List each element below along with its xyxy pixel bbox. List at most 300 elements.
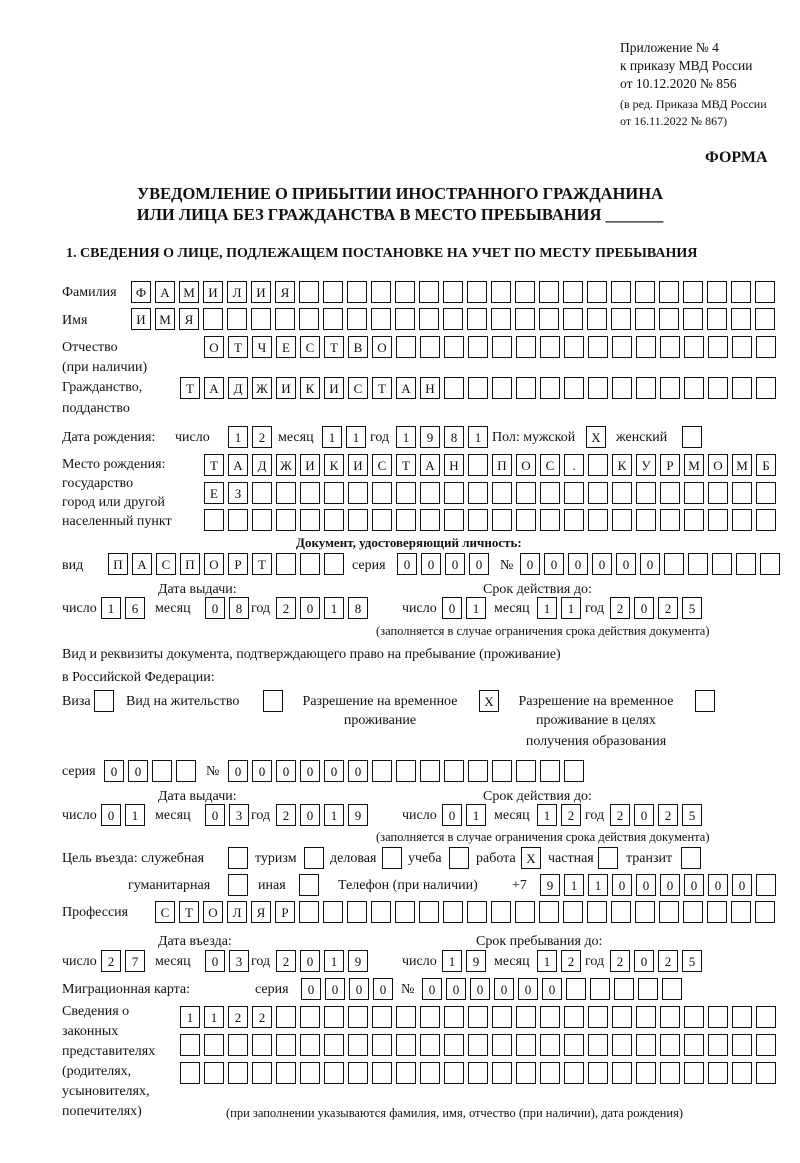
char-box[interactable]: 0 <box>421 553 441 575</box>
char-box[interactable] <box>540 1034 560 1056</box>
stay-valid-month-field[interactable] <box>537 804 581 826</box>
char-box[interactable]: 0 <box>634 804 654 826</box>
purpose-study-checkbox[interactable] <box>449 847 469 869</box>
char-box[interactable] <box>755 281 775 303</box>
char-box[interactable] <box>324 509 344 531</box>
char-box[interactable]: 2 <box>228 1006 248 1028</box>
char-box[interactable] <box>228 509 248 531</box>
char-box[interactable]: 1 <box>537 804 557 826</box>
char-box[interactable]: А <box>420 454 440 476</box>
female-checkbox[interactable] <box>682 426 702 448</box>
char-box[interactable]: 1 <box>101 597 121 619</box>
char-box[interactable] <box>564 336 584 358</box>
char-box[interactable]: С <box>372 454 392 476</box>
char-box[interactable]: Е <box>276 336 296 358</box>
char-box[interactable]: 0 <box>568 553 588 575</box>
char-box[interactable] <box>588 509 608 531</box>
char-box[interactable]: 1 <box>466 804 486 826</box>
char-box[interactable] <box>382 847 402 869</box>
char-box[interactable] <box>660 509 680 531</box>
edu-residence-checkbox[interactable] <box>695 690 715 712</box>
char-box[interactable] <box>444 1062 464 1084</box>
char-box[interactable] <box>660 482 680 504</box>
char-box[interactable] <box>636 1034 656 1056</box>
char-box[interactable]: 2 <box>610 804 630 826</box>
char-box[interactable] <box>492 1034 512 1056</box>
char-box[interactable] <box>468 509 488 531</box>
char-box[interactable]: О <box>204 336 224 358</box>
char-box[interactable]: 0 <box>101 804 121 826</box>
char-box[interactable] <box>444 336 464 358</box>
char-box[interactable] <box>635 901 655 923</box>
char-box[interactable] <box>587 308 607 330</box>
char-box[interactable] <box>300 1034 320 1056</box>
char-box[interactable]: 2 <box>610 950 630 972</box>
phone-field[interactable] <box>540 874 776 896</box>
id-issue-day-field[interactable] <box>101 597 145 619</box>
char-box[interactable]: 1 <box>588 874 608 896</box>
char-box[interactable] <box>371 901 391 923</box>
char-box[interactable]: 2 <box>101 950 121 972</box>
char-box[interactable]: 1 <box>324 804 344 826</box>
char-box[interactable]: 2 <box>252 426 272 448</box>
char-box[interactable] <box>372 1034 392 1056</box>
char-box[interactable] <box>660 1034 680 1056</box>
char-box[interactable] <box>396 1062 416 1084</box>
char-box[interactable] <box>419 281 439 303</box>
char-box[interactable]: 0 <box>128 760 148 782</box>
char-box[interactable]: 0 <box>442 804 462 826</box>
entry-year-field[interactable] <box>276 950 368 972</box>
id-valid-day-field[interactable] <box>442 597 486 619</box>
char-box[interactable]: 2 <box>276 950 296 972</box>
char-box[interactable]: 2 <box>658 804 678 826</box>
stay-day-field[interactable] <box>442 950 486 972</box>
char-box[interactable] <box>180 1034 200 1056</box>
char-box[interactable]: 0 <box>228 760 248 782</box>
char-box[interactable] <box>372 509 392 531</box>
char-box[interactable] <box>708 377 728 399</box>
char-box[interactable] <box>491 308 511 330</box>
char-box[interactable] <box>492 1006 512 1028</box>
char-box[interactable] <box>684 509 704 531</box>
char-box[interactable] <box>681 847 701 869</box>
char-box[interactable]: 0 <box>612 874 632 896</box>
char-box[interactable]: X <box>521 847 541 869</box>
char-box[interactable] <box>707 901 727 923</box>
char-box[interactable] <box>540 377 560 399</box>
char-box[interactable] <box>612 1062 632 1084</box>
char-box[interactable] <box>564 1034 584 1056</box>
char-box[interactable] <box>371 281 391 303</box>
char-box[interactable] <box>707 281 727 303</box>
char-box[interactable] <box>516 336 536 358</box>
char-box[interactable]: 2 <box>658 597 678 619</box>
char-box[interactable]: 1 <box>322 426 342 448</box>
char-box[interactable] <box>299 874 319 896</box>
char-box[interactable]: Т <box>204 454 224 476</box>
char-box[interactable] <box>252 1062 272 1084</box>
stay-valid-day-field[interactable] <box>442 804 486 826</box>
char-box[interactable] <box>636 509 656 531</box>
char-box[interactable] <box>688 553 708 575</box>
char-box[interactable]: Л <box>227 901 247 923</box>
char-box[interactable] <box>203 308 223 330</box>
stay-year-field[interactable] <box>610 950 702 972</box>
char-box[interactable]: А <box>396 377 416 399</box>
char-box[interactable] <box>304 847 324 869</box>
char-box[interactable]: С <box>155 901 175 923</box>
id-series-field[interactable] <box>397 553 489 575</box>
char-box[interactable]: И <box>300 454 320 476</box>
char-box[interactable] <box>396 482 416 504</box>
char-box[interactable] <box>683 281 703 303</box>
temp-residence-checkbox[interactable] <box>479 690 499 712</box>
char-box[interactable]: А <box>204 377 224 399</box>
char-box[interactable] <box>491 281 511 303</box>
char-box[interactable] <box>736 553 756 575</box>
char-box[interactable] <box>590 978 610 1000</box>
char-box[interactable] <box>598 847 618 869</box>
char-box[interactable] <box>540 760 560 782</box>
char-box[interactable] <box>732 509 752 531</box>
char-box[interactable] <box>443 281 463 303</box>
char-box[interactable] <box>396 336 416 358</box>
char-box[interactable]: Д <box>252 454 272 476</box>
char-box[interactable] <box>564 1006 584 1028</box>
char-box[interactable] <box>396 1034 416 1056</box>
char-box[interactable]: 0 <box>732 874 752 896</box>
char-box[interactable]: 0 <box>348 760 368 782</box>
char-box[interactable]: У <box>636 454 656 476</box>
migration-number-field[interactable] <box>422 978 682 1000</box>
char-box[interactable] <box>444 509 464 531</box>
char-box[interactable]: 8 <box>348 597 368 619</box>
char-box[interactable] <box>708 1062 728 1084</box>
char-box[interactable]: Л <box>227 281 247 303</box>
char-box[interactable] <box>732 1062 752 1084</box>
char-box[interactable] <box>659 308 679 330</box>
char-box[interactable]: Ф <box>131 281 151 303</box>
char-box[interactable]: Т <box>252 553 272 575</box>
char-box[interactable]: 0 <box>520 553 540 575</box>
char-box[interactable]: 2 <box>561 804 581 826</box>
char-box[interactable] <box>635 281 655 303</box>
char-box[interactable] <box>371 308 391 330</box>
char-box[interactable] <box>731 308 751 330</box>
char-box[interactable]: Т <box>396 454 416 476</box>
char-box[interactable]: 9 <box>420 426 440 448</box>
char-box[interactable] <box>515 901 535 923</box>
char-box[interactable] <box>323 308 343 330</box>
char-box[interactable] <box>684 1062 704 1084</box>
char-box[interactable] <box>611 901 631 923</box>
char-box[interactable] <box>660 336 680 358</box>
stay-issue-month-field[interactable] <box>205 804 249 826</box>
char-box[interactable] <box>176 760 196 782</box>
purpose-other-checkbox[interactable] <box>299 874 319 896</box>
char-box[interactable] <box>684 1006 704 1028</box>
char-box[interactable] <box>636 1006 656 1028</box>
char-box[interactable]: 1 <box>561 597 581 619</box>
char-box[interactable] <box>539 308 559 330</box>
char-box[interactable]: 0 <box>300 760 320 782</box>
char-box[interactable] <box>636 1062 656 1084</box>
char-box[interactable] <box>612 1006 632 1028</box>
char-box[interactable] <box>540 482 560 504</box>
char-box[interactable] <box>443 901 463 923</box>
char-box[interactable] <box>227 308 247 330</box>
char-box[interactable] <box>587 901 607 923</box>
char-box[interactable] <box>756 509 776 531</box>
char-box[interactable] <box>516 509 536 531</box>
id-kind-field[interactable] <box>108 553 344 575</box>
char-box[interactable] <box>276 1062 296 1084</box>
char-box[interactable]: Я <box>179 308 199 330</box>
char-box[interactable] <box>563 281 583 303</box>
char-box[interactable]: 2 <box>276 597 296 619</box>
char-box[interactable] <box>540 1062 560 1084</box>
char-box[interactable]: П <box>108 553 128 575</box>
stay-number-field[interactable] <box>228 760 584 782</box>
char-box[interactable] <box>612 482 632 504</box>
char-box[interactable]: Т <box>179 901 199 923</box>
char-box[interactable] <box>468 482 488 504</box>
char-box[interactable] <box>540 509 560 531</box>
birth-month-field[interactable] <box>322 426 366 448</box>
char-box[interactable]: И <box>348 454 368 476</box>
char-box[interactable] <box>587 281 607 303</box>
char-box[interactable]: 1 <box>537 597 557 619</box>
char-box[interactable] <box>348 1034 368 1056</box>
char-box[interactable]: Т <box>180 377 200 399</box>
entry-month-field[interactable] <box>205 950 249 972</box>
char-box[interactable] <box>588 377 608 399</box>
char-box[interactable]: 1 <box>346 426 366 448</box>
char-box[interactable] <box>228 847 248 869</box>
char-box[interactable] <box>299 281 319 303</box>
char-box[interactable]: О <box>204 553 224 575</box>
char-box[interactable]: И <box>131 308 151 330</box>
char-box[interactable]: 8 <box>444 426 464 448</box>
birthplace-row1[interactable] <box>204 454 776 476</box>
char-box[interactable] <box>732 482 752 504</box>
char-box[interactable]: П <box>180 553 200 575</box>
id-issue-year-field[interactable] <box>276 597 368 619</box>
id-number-field[interactable] <box>520 553 780 575</box>
char-box[interactable] <box>638 978 658 1000</box>
char-box[interactable]: К <box>612 454 632 476</box>
char-box[interactable] <box>204 1062 224 1084</box>
char-box[interactable] <box>516 482 536 504</box>
char-box[interactable]: 0 <box>205 950 225 972</box>
char-box[interactable]: 1 <box>468 426 488 448</box>
char-box[interactable] <box>252 482 272 504</box>
char-box[interactable] <box>396 1006 416 1028</box>
char-box[interactable]: 0 <box>104 760 124 782</box>
char-box[interactable] <box>760 553 780 575</box>
id-valid-year-field[interactable] <box>610 597 702 619</box>
char-box[interactable]: 0 <box>397 553 417 575</box>
char-box[interactable] <box>588 336 608 358</box>
char-box[interactable] <box>540 1006 560 1028</box>
char-box[interactable] <box>252 509 272 531</box>
residence-checkbox[interactable] <box>263 690 283 712</box>
char-box[interactable] <box>564 377 584 399</box>
char-box[interactable]: 0 <box>324 760 344 782</box>
char-box[interactable] <box>276 482 296 504</box>
char-box[interactable]: . <box>564 454 584 476</box>
purpose-work-checkbox[interactable] <box>521 847 541 869</box>
char-box[interactable] <box>372 482 392 504</box>
char-box[interactable]: И <box>251 281 271 303</box>
char-box[interactable] <box>94 690 114 712</box>
char-box[interactable] <box>324 1034 344 1056</box>
char-box[interactable] <box>252 1034 272 1056</box>
char-box[interactable]: 5 <box>682 597 702 619</box>
char-box[interactable]: X <box>586 426 606 448</box>
migration-series-field[interactable] <box>301 978 393 1000</box>
char-box[interactable] <box>660 1062 680 1084</box>
char-box[interactable]: Д <box>228 377 248 399</box>
char-box[interactable] <box>395 308 415 330</box>
char-box[interactable] <box>468 1062 488 1084</box>
char-box[interactable]: 9 <box>348 950 368 972</box>
char-box[interactable] <box>636 377 656 399</box>
char-box[interactable]: Т <box>228 336 248 358</box>
char-box[interactable] <box>564 509 584 531</box>
char-box[interactable]: 1 <box>204 1006 224 1028</box>
char-box[interactable] <box>347 308 367 330</box>
char-box[interactable]: 1 <box>180 1006 200 1028</box>
char-box[interactable]: 0 <box>373 978 393 1000</box>
char-box[interactable]: 0 <box>445 553 465 575</box>
char-box[interactable] <box>152 760 172 782</box>
char-box[interactable]: 0 <box>518 978 538 1000</box>
char-box[interactable] <box>755 308 775 330</box>
char-box[interactable]: М <box>732 454 752 476</box>
char-box[interactable]: П <box>492 454 512 476</box>
char-box[interactable] <box>636 336 656 358</box>
char-box[interactable]: 0 <box>494 978 514 1000</box>
char-box[interactable] <box>444 1006 464 1028</box>
char-box[interactable] <box>612 509 632 531</box>
char-box[interactable] <box>611 281 631 303</box>
char-box[interactable] <box>468 377 488 399</box>
char-box[interactable] <box>395 901 415 923</box>
char-box[interactable] <box>228 1034 248 1056</box>
entry-day-field[interactable] <box>101 950 145 972</box>
char-box[interactable]: Н <box>444 454 464 476</box>
char-box[interactable] <box>396 509 416 531</box>
char-box[interactable]: 2 <box>658 950 678 972</box>
char-box[interactable] <box>708 482 728 504</box>
char-box[interactable]: Т <box>324 336 344 358</box>
char-box[interactable]: 3 <box>229 804 249 826</box>
char-box[interactable] <box>636 482 656 504</box>
char-box[interactable] <box>695 690 715 712</box>
char-box[interactable] <box>420 1006 440 1028</box>
char-box[interactable]: О <box>708 454 728 476</box>
char-box[interactable]: 0 <box>616 553 636 575</box>
char-box[interactable] <box>276 553 296 575</box>
char-box[interactable] <box>467 281 487 303</box>
stay-valid-year-field[interactable] <box>610 804 702 826</box>
char-box[interactable] <box>300 1006 320 1028</box>
char-box[interactable] <box>263 690 283 712</box>
char-box[interactable]: С <box>540 454 560 476</box>
char-box[interactable] <box>444 760 464 782</box>
char-box[interactable] <box>563 901 583 923</box>
char-box[interactable] <box>204 509 224 531</box>
stay-month-field[interactable] <box>537 950 581 972</box>
char-box[interactable] <box>300 1062 320 1084</box>
char-box[interactable]: 1 <box>228 426 248 448</box>
char-box[interactable] <box>588 1062 608 1084</box>
char-box[interactable] <box>756 1034 776 1056</box>
char-box[interactable] <box>516 1006 536 1028</box>
char-box[interactable]: 1 <box>396 426 416 448</box>
char-box[interactable]: 0 <box>634 597 654 619</box>
char-box[interactable] <box>395 281 415 303</box>
char-box[interactable] <box>372 760 392 782</box>
char-box[interactable]: Р <box>228 553 248 575</box>
char-box[interactable] <box>588 482 608 504</box>
char-box[interactable] <box>516 760 536 782</box>
char-box[interactable] <box>516 1034 536 1056</box>
char-box[interactable] <box>492 377 512 399</box>
char-box[interactable]: Н <box>420 377 440 399</box>
char-box[interactable]: 2 <box>561 950 581 972</box>
char-box[interactable]: А <box>228 454 248 476</box>
char-box[interactable]: 2 <box>252 1006 272 1028</box>
char-box[interactable] <box>420 1034 440 1056</box>
char-box[interactable]: 1 <box>324 950 344 972</box>
char-box[interactable] <box>731 281 751 303</box>
char-box[interactable]: Я <box>275 281 295 303</box>
char-box[interactable]: С <box>300 336 320 358</box>
char-box[interactable]: Ч <box>252 336 272 358</box>
char-box[interactable]: Я <box>251 901 271 923</box>
char-box[interactable]: 0 <box>205 597 225 619</box>
purpose-humanitarian-checkbox[interactable] <box>228 874 248 896</box>
char-box[interactable] <box>612 377 632 399</box>
birth-day-field[interactable] <box>228 426 272 448</box>
char-box[interactable] <box>712 553 732 575</box>
char-box[interactable] <box>659 901 679 923</box>
representatives-row2[interactable] <box>180 1034 776 1056</box>
char-box[interactable]: С <box>156 553 176 575</box>
id-issue-month-field[interactable] <box>205 597 249 619</box>
char-box[interactable] <box>492 509 512 531</box>
char-box[interactable] <box>420 482 440 504</box>
char-box[interactable]: 0 <box>636 874 656 896</box>
char-box[interactable]: М <box>179 281 199 303</box>
char-box[interactable]: 2 <box>610 597 630 619</box>
char-box[interactable] <box>300 509 320 531</box>
char-box[interactable] <box>444 482 464 504</box>
char-box[interactable] <box>468 1006 488 1028</box>
representatives-row1[interactable] <box>180 1006 776 1028</box>
surname-field[interactable] <box>131 281 775 303</box>
char-box[interactable] <box>492 1062 512 1084</box>
char-box[interactable] <box>323 901 343 923</box>
char-box[interactable]: 9 <box>466 950 486 972</box>
char-box[interactable]: 0 <box>422 978 442 1000</box>
char-box[interactable]: 5 <box>682 950 702 972</box>
char-box[interactable]: 0 <box>252 760 272 782</box>
char-box[interactable] <box>732 377 752 399</box>
